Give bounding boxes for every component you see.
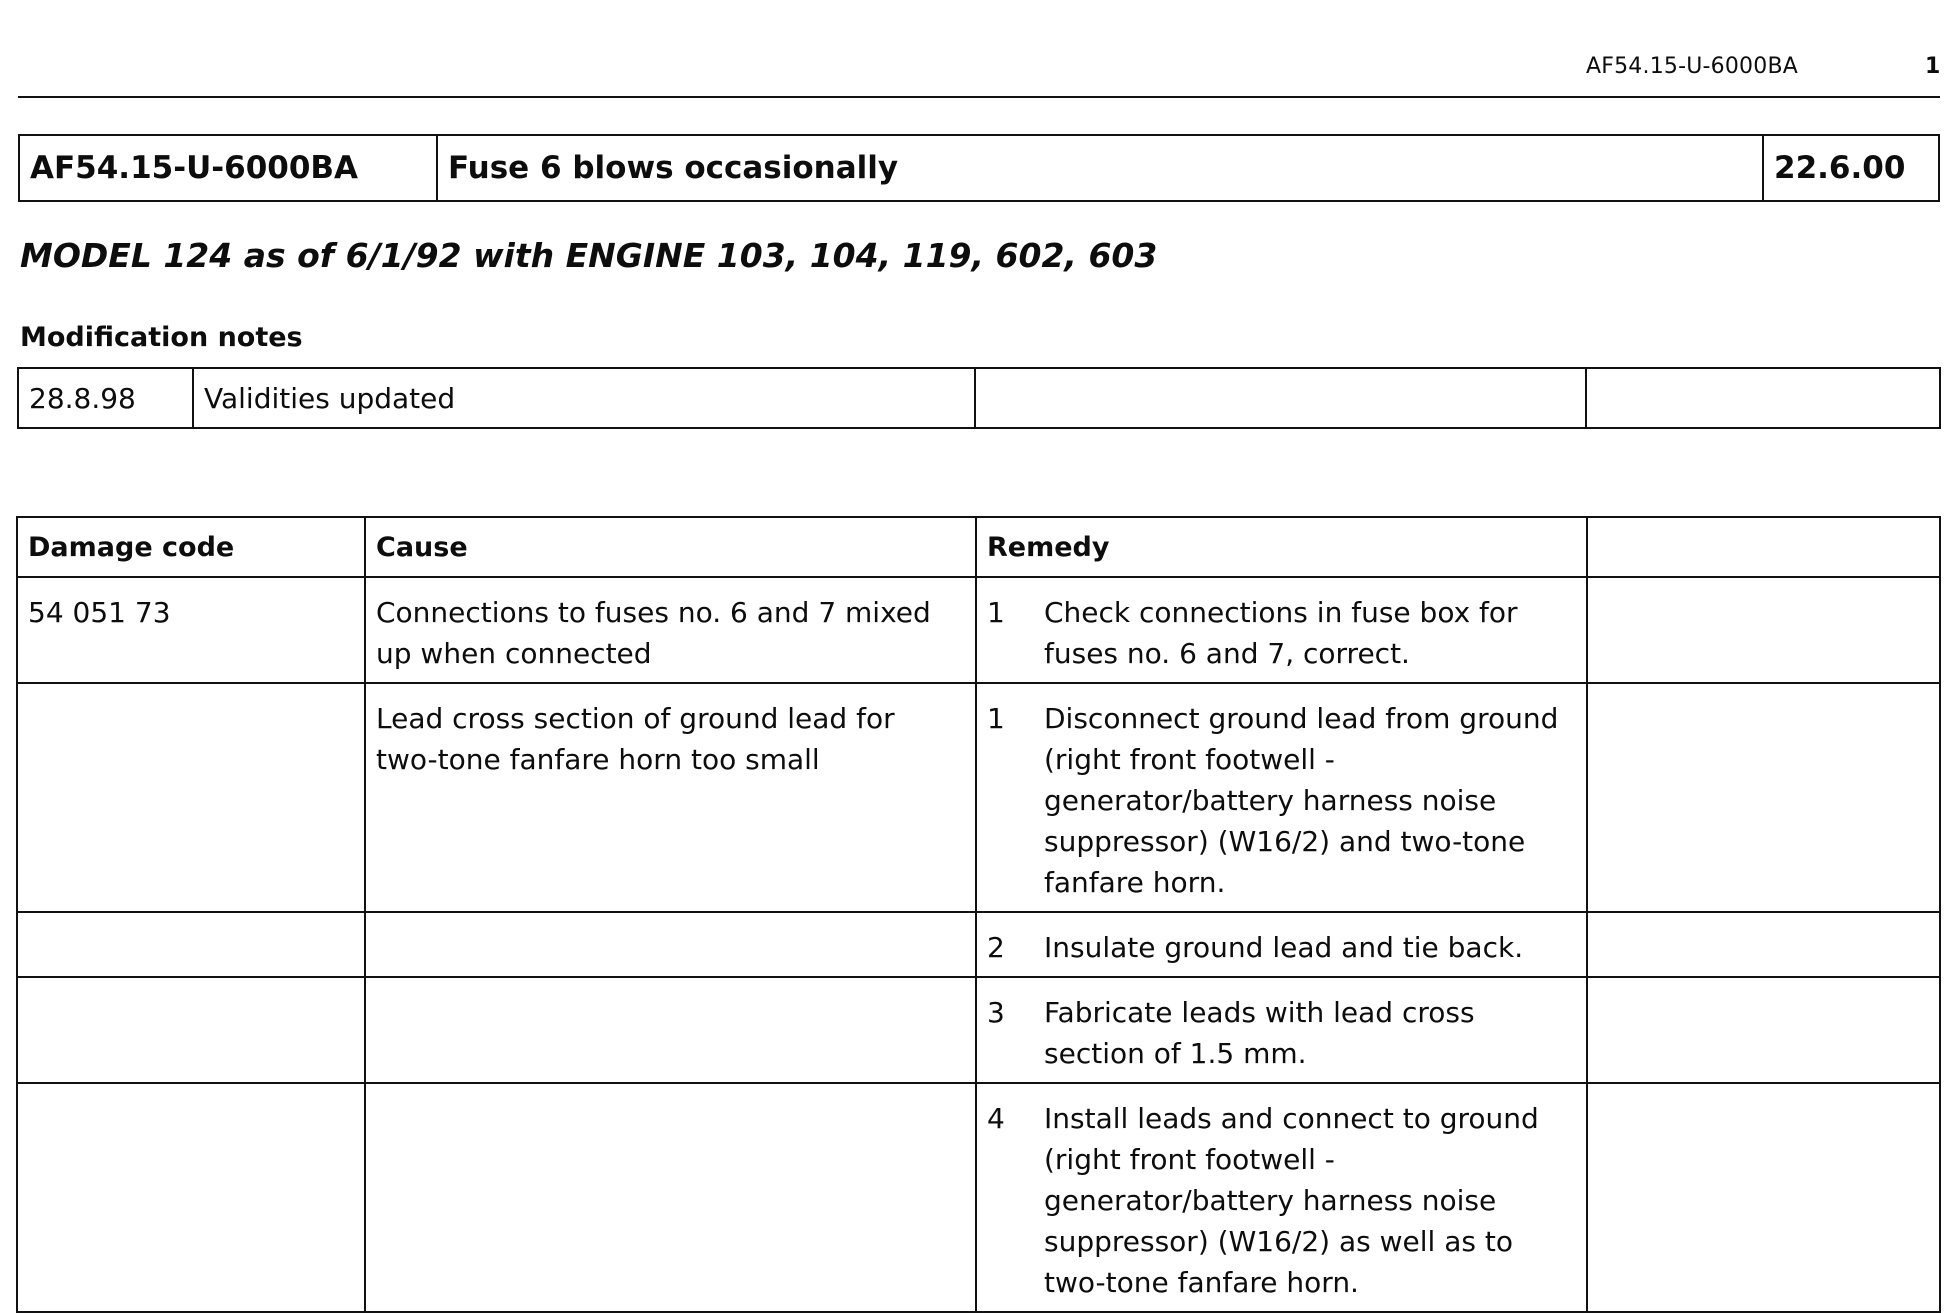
remedy-text: Install leads and connect to ground (right front footwell - generator/battery harness noise suppressor) (W16/2) as well as to two-tone fanfare horn.: [1044, 1102, 1539, 1299]
remedy-cell: [976, 1083, 1587, 1312]
remedy-step-number: 1: [987, 702, 1005, 735]
cause-cell: [365, 912, 976, 977]
remedy-step-number: 1: [987, 596, 1005, 629]
table-row: [17, 977, 1940, 1083]
remedy-cell: [976, 977, 1587, 1083]
diagnosis-table: [16, 516, 1941, 1313]
title-date: 22.6.00: [1763, 135, 1939, 201]
extra-cell: [1587, 912, 1940, 977]
modification-col4: [1586, 368, 1940, 428]
extra-cell: [1587, 1083, 1940, 1312]
page-header: [0, 0, 1960, 100]
cause-cell: [365, 977, 976, 1083]
damage-code-cell: [17, 683, 365, 912]
title-box: [18, 134, 1940, 202]
cause-cell: [365, 1083, 976, 1312]
header-extra: [1587, 517, 1940, 577]
table-row: [17, 912, 1940, 977]
table-row: [17, 1083, 1940, 1312]
remedy-step-number: 4: [987, 1102, 1005, 1135]
remedy-cell: [976, 577, 1587, 683]
header-remedy: Remedy: [976, 517, 1587, 577]
table-row: [17, 683, 1940, 912]
table-header-row: [17, 517, 1940, 577]
page-number: 1: [1925, 54, 1941, 79]
modification-date: 28.8.98: [18, 368, 193, 428]
modification-note: Validities updated: [193, 368, 975, 428]
remedy-step-number: 3: [987, 996, 1005, 1029]
modification-row: [18, 368, 1940, 428]
header-cause: Cause: [365, 517, 976, 577]
damage-code-cell: 54 051 73: [17, 577, 365, 683]
remedy-cell: [976, 683, 1587, 912]
modification-notes-heading: Modification notes: [20, 322, 303, 353]
remedy-text: Insulate ground lead and tie back.: [1044, 931, 1524, 964]
extra-cell: [1587, 577, 1940, 683]
header-damage-code: Damage code: [17, 517, 365, 577]
header-doc-code: AF54.15-U-6000BA: [1586, 54, 1798, 79]
extra-cell: [1587, 977, 1940, 1083]
modification-notes-table: [17, 367, 1941, 429]
damage-code-cell: [17, 912, 365, 977]
model-line: MODEL 124 as of 6/1/92 with ENGINE 103, 104, 119, 602, 603: [20, 236, 1158, 275]
page-title: Fuse 6 blows occasionally: [437, 135, 1763, 201]
remedy-step-number: 2: [987, 931, 1005, 964]
modification-col3: [975, 368, 1586, 428]
extra-cell: [1587, 683, 1940, 912]
remedy-text: Disconnect ground lead from ground (right front footwell - generator/battery harness noise suppressor) (W16/2) and two-tone fanfare horn.: [1044, 702, 1559, 899]
remedy-text: Fabricate leads with lead cross section of 1.5 mm.: [1044, 996, 1475, 1070]
damage-code-cell: [17, 1083, 365, 1312]
header-rule: [18, 96, 1940, 98]
cause-cell: Connections to fuses no. 6 and 7 mixed up when connected: [365, 577, 976, 683]
remedy-cell: [976, 912, 1587, 977]
damage-code-cell: [17, 977, 365, 1083]
cause-cell: Lead cross section of ground lead for two-tone fanfare horn too small: [365, 683, 976, 912]
remedy-text: Check connections in fuse box for fuses no. 6 and 7, correct.: [1044, 596, 1518, 670]
title-code: AF54.15-U-6000BA: [19, 135, 437, 201]
table-row: [17, 577, 1940, 683]
